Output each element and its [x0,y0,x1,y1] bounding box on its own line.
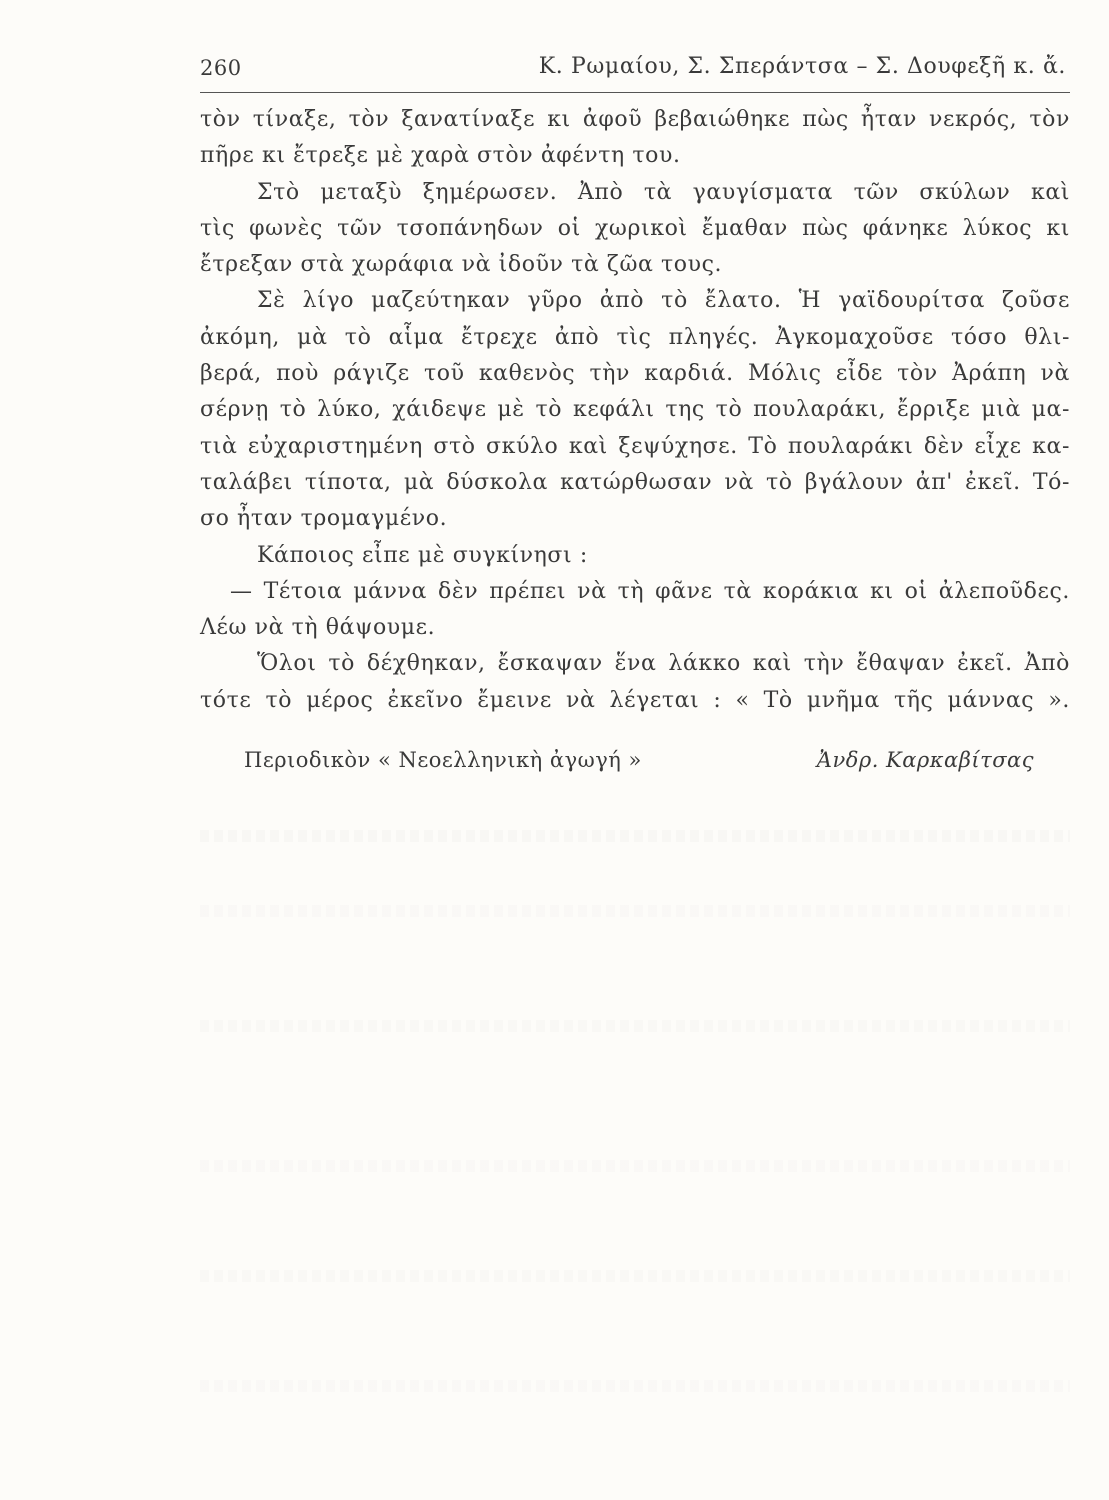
paper-show-through [200,1380,1070,1392]
text-line: σέρνῃ τὸ λύκο, χάιδεψε μὲ τὸ κεφάλι της τὸ πουλαράκι, ἔρριξε μιὰ μα- [200,397,1070,423]
page-number: 260 [200,56,242,80]
text-line: Κάποιος εἶπε μὲ συγκίνησι : [257,542,588,568]
text-line: Στὸ μεταξὺ ξημέρωσεν. Ἀπὸ τὰ γαυγίσματα τῶν σκύλων καὶ [257,179,1070,205]
paper-show-through [200,1020,1070,1032]
text-line: Ὅλοι τὸ δέχθηκαν, ἔσκαψαν ἕνα λάκκο καὶ τὴν ἔθαψαν ἐκεῖ. Ἀπὸ [257,651,1070,677]
text-line: τὸν τίναξε, τὸν ξανατίναξε κι ἀφοῦ βεβαιώθηκε πὼς ἦταν νεκρός, τὸν [200,107,1070,132]
text-line: ταλάβει τίποτα, μὰ δύσκολα κατώρθωσαν νὰ τὸ βγάλουν ἀπ' ἐκεῖ. Τό- [200,469,1070,495]
running-head [200,52,1070,88]
text-line: ἀκόμη, μὰ τὸ αἷμα ἔτρεχε ἀπὸ τὶς πληγές. Ἀγκομαχοῦσε τόσο θλι- [200,324,1070,350]
paper-show-through [200,905,1070,917]
header-rule [200,92,1070,93]
running-head-authors: Κ. Ρωμαίου, Σ. Σπεράντσα – Σ. Δουφεξῆ κ. ἄ. [538,54,1066,79]
paper-show-through [200,1270,1070,1282]
story-attribution [244,742,1034,778]
text-line: πῆρε κι ἔτρεξε μὲ χαρὰ στὸν ἀφέντη του. [200,143,681,169]
text-line: Λέω νὰ τὴ θάψουμε. [200,615,436,641]
paper-show-through [200,830,1070,842]
text-line: τιὰ εὐχαριστημένη στὸ σκύλο καὶ ξεψύχησε. Τὸ πουλαράκι δὲν εἶχε κα- [200,433,1070,459]
paper-show-through [200,1160,1070,1172]
story-text [200,102,1070,719]
text-line: Σὲ λίγο μαζεύτηκαν γῦρο ἀπὸ τὸ ἔλατο. Ἡ γαϊδουρίτσα ζοῦσε [257,288,1070,314]
author-name: Ἀνδρ. Καρκαβίτσας [816,748,1034,772]
text-line: — Τέτοια μάννα δὲν πρέπει νὰ τὴ φᾶνε τὰ κοράκια κι οἱ ἀλεποῦδες. [230,578,1070,604]
text-line: τὶς φωνὲς τῶν τσοπάνηδων οἱ χωρικοὶ ἔμαθαν πὼς φάνηκε λύκος κι [200,215,1070,241]
text-line: τότε τὸ μέρος ἐκεῖνο ἔμεινε νὰ λέγεται : « Τὸ μνῆμα τῆς μάννας ». [200,687,1070,713]
text-line: σο ἦταν τρομαγμένο. [200,506,448,532]
source-periodical: Περιοδικὸν « Νεοελληνικὴ ἀγωγή » [244,748,642,772]
text-line: βερά, ποὺ ράγιζε τοῦ καθενὸς τὴν καρδιά. Μόλις εἶδε τὸν Ἀράπη νὰ [200,361,1070,387]
text-line: ἔτρεξαν στὰ χωράφια νὰ ἰδοῦν τὰ ζῶα τους. [200,252,723,278]
